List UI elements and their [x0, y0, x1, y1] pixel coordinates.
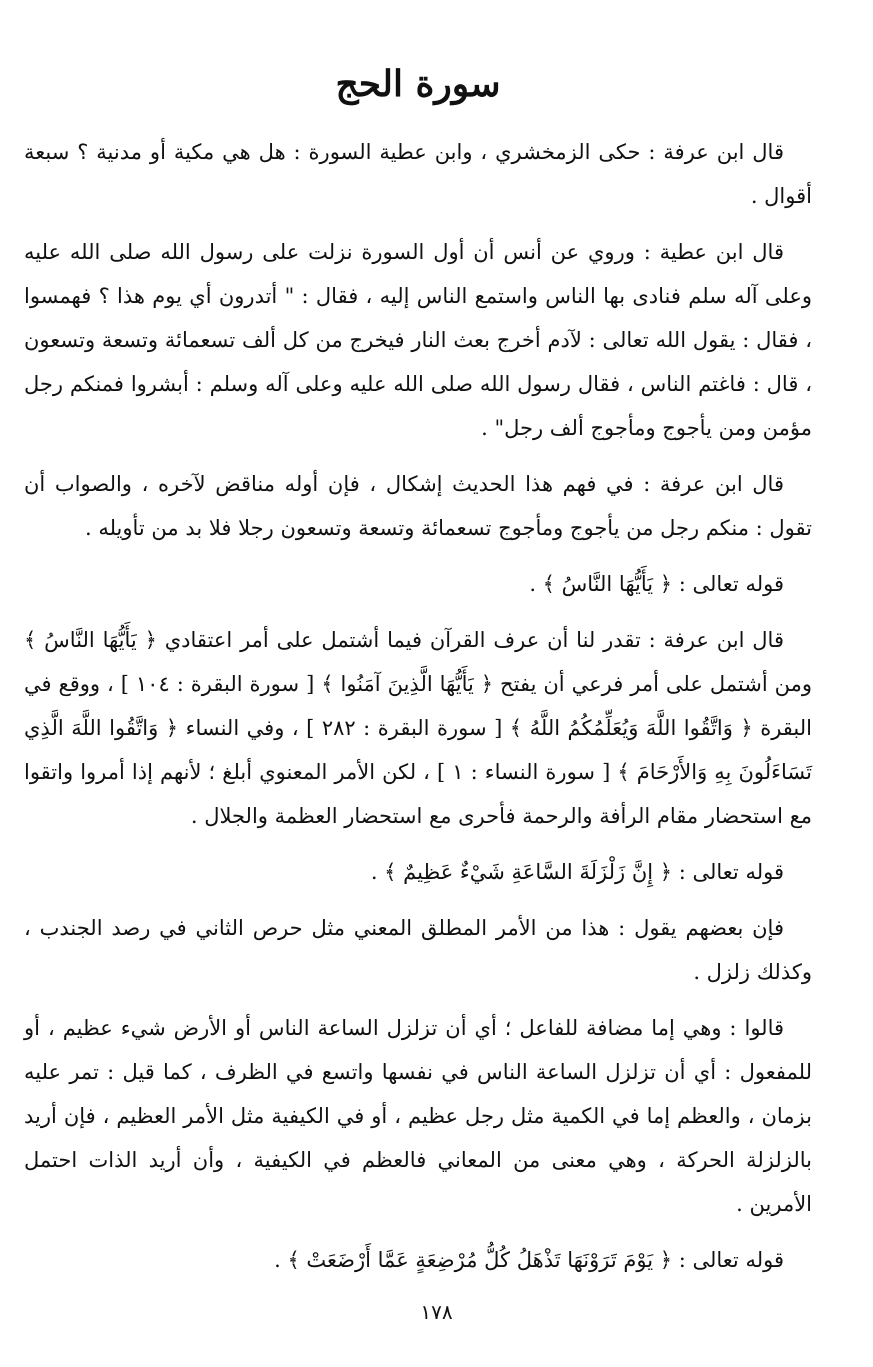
paragraph-4: قال ابن عرفة : تقدر لنا أن عرف القرآن فيما أشتمل على أمر اعتقادي ﴿ يَأَيُّهَا النَّاسُ ﴾ ومن أشتمل على أمر فرعي أن يفتح ﴿ يَأَيُّهَا الَّذِينَ آمَنُوا ﴾ [ سورة البقرة : ١٠٤ ] ، ووقع في البقرة ﴿ وَاتَّقُوا اللَّهَ وَيُعَلِّمُكُمُ اللَّهُ ﴾ [ سورة البقرة : ٢٨٢ ] ، وفي النساء ﴿ وَاتَّقُوا اللَّهَ الَّذِي تَسَاءَلُونَ بِهِ وَالأَرْحَامَ ﴾ [ سورة النساء : ١ ] ، لكن الأمر المعنوي أبلغ ؛ لأنهم إذا أمروا واتقوا مع استحضار مقام الرأفة والرحمة فأحرى مع استحضار العظمة والجلال .: [24, 628, 813, 828]
verse-heading-3: قوله تعالى : ﴿ يَوْمَ تَرَوْنَهَا تَذْهَلُ كُلُّ مُرْضِعَةٍ عَمَّا أَرْضَعَتْ ﴾ .: [274, 1248, 784, 1272]
paragraph-2: قال ابن عطية : وروي عن أنس أن أول السورة نزلت على رسول الله صلى الله عليه وعلى آله سلم فنادى بها الناس واستمع الناس إليه ، فقال : " أتدرون أي يوم هذا ؟ فهمسوا ، فقال : يقول الله تعالى : لآدم أخرج بعث النار فيخرج من كل ألف تسعمائة وتسعة وتسعون ، قال : فاغتم الناس ، فقال رسول الله صلى الله عليه وعلى آله وسلم : أبشروا فمنكم رجل مؤمن ومن يأجوج ومأجوج ألف رجل" .: [24, 240, 812, 440]
paragraph-1: قال ابن عرفة : حكى الزمخشري ، وابن عطية السورة : هل هي مكية أو مدنية ؟ سبعة أقوال .: [24, 140, 812, 208]
page-title: سورة الحج: [335, 63, 501, 105]
page-number: ١٧٨: [420, 1300, 453, 1324]
paragraph-5: فإن بعضهم يقول : هذا من الأمر المطلق المعني مثل حرص الثاني في رصد الجندب ، وكذلك زلزل .: [24, 916, 812, 984]
verse-heading-1: قوله تعالى : ﴿ يَأَيُّهَا النَّاسُ ﴾ .: [529, 572, 784, 596]
paragraph-3: قال ابن عرفة : في فهم هذا الحديث إشكال ، فإن أوله مناقض لآخره ، والصواب أن تقول : منكم رجل من يأجوج ومأجوج تسعمائة وتسعة وتسعون رجلا فلا بد من تأويله .: [24, 472, 812, 540]
page-body: [24, 0, 812, 1282]
paragraph-6: قالوا : وهي إما مضافة للفاعل ؛ أي أن تزلزل الساعة الناس أو الأرض شيء عظيم ، أو للمفعول : أي أن تزلزل الساعة الناس في نفسها واتسع في الظرف ، كما قيل : تمر عليه بزمان ، والعظم إما في الكمية مثل رجل عظيم ، أو في الكيفية مثل الأمر العظيم ، فإن أريد بالزلزلة الحركة ، وهي معنى من المعاني فالعظم في الكيفية ، وأن أريد الذات احتمل الأمرين .: [24, 1016, 812, 1216]
verse-heading-2: قوله تعالى : ﴿ إِنَّ زَلْزَلَةَ السَّاعَةِ شَيْءٌ عَظِيمٌ ﴾ .: [370, 860, 784, 884]
